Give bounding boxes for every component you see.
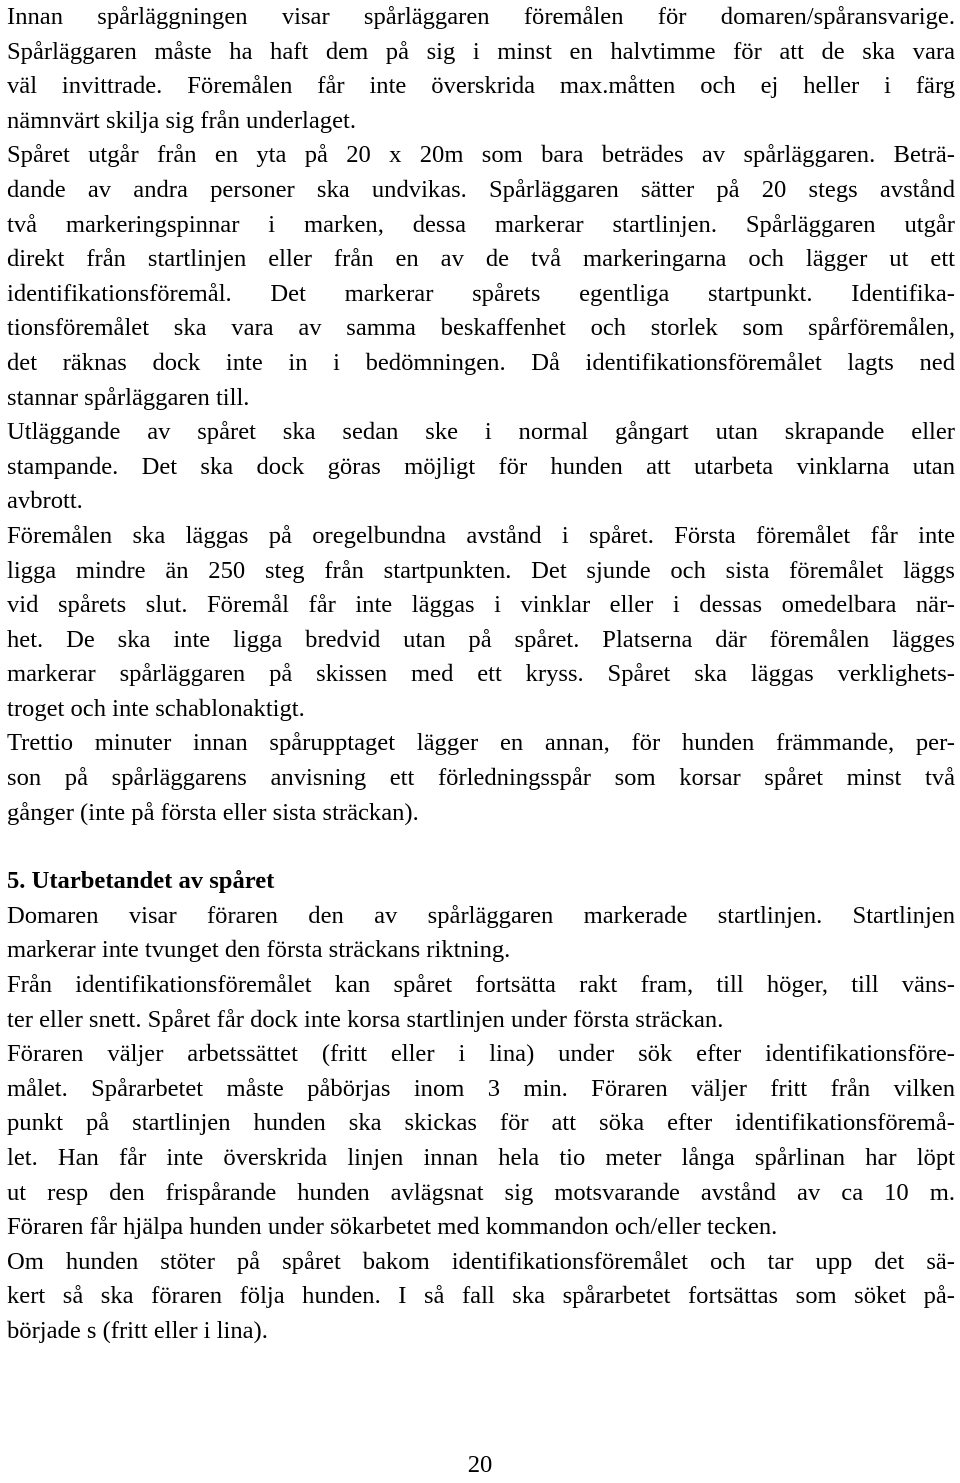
paragraph-track-laying xyxy=(7,415,955,519)
text-line: Utläggande av spåret ska sedan ske i normal gångart utan skrapande eller xyxy=(7,418,955,446)
text-line: het. De ska inte ligga bredvid utan på spåret. Platserna där föremålen lägges xyxy=(7,625,955,653)
text-line: tionsföremålet ska vara av samma beskaffenhet och storlek som spårföremålen, xyxy=(7,314,955,342)
text-line: let. Han får inte överskrida linjen innan hela tio meter långa spårlinan har löpt xyxy=(7,1144,955,1171)
text-line: målet. Spårarbetet måste påbörjas inom 3 min. Föraren väljer fritt från vilken xyxy=(7,1074,955,1102)
text-line: stannar spårläggaren till. xyxy=(7,383,250,411)
text-line: Från identifikationsföremålet kan spåret fortsätta rakt fram, till höger, till väns- xyxy=(7,971,955,999)
text-line: började s (fritt eller i lina). xyxy=(7,1316,268,1344)
paragraph-start-line xyxy=(7,899,955,968)
text-line: avbrott. xyxy=(7,487,83,515)
text-line: ter eller snett. Spåret får dock inte korsa startlinjen under första sträckan. xyxy=(7,1005,724,1033)
text-line: markerar inte tvunget den första sträckans riktning. xyxy=(7,936,511,964)
text-line: kert så ska föraren följa hunden. I så fall ska spårarbetet fortsättas som söket på- xyxy=(7,1282,955,1310)
text-line: Om hunden stöter på spåret bakom identifikationsföremålet och tar upp det sä- xyxy=(7,1247,955,1275)
page-number: 20 xyxy=(467,1451,493,1478)
section-title: Utarbetandet av spåret xyxy=(31,867,275,895)
text-line: Föraren väljer arbetssättet (fritt eller i lina) under sök efter identifikationsföre- xyxy=(7,1040,955,1068)
text-line: väl invittrade. Föremålen får inte överskrida max.måtten och ej heller i färg xyxy=(7,72,955,100)
text-line: son på spårläggarens anvisning ett förledningsspår som korsar spåret minst två xyxy=(7,764,955,792)
text-line: vid spårets slut. Föremål får inte läggas i vinklar eller i dessas omedelbara när- xyxy=(7,591,955,619)
text-line: Föraren får hjälpa hunden under sökarbetet med kommandon och/eller tecken. xyxy=(7,1213,778,1241)
section-number: 5. xyxy=(7,867,26,895)
text-line: Föremålen ska läggas på oregelbundna avstånd i spåret. Första föremålet får inte xyxy=(7,521,955,549)
paragraph-continue-direction xyxy=(7,968,955,1037)
text-line: det räknas dock inte in i bedömningen. Då identifikationsföremålet lagts ned xyxy=(7,348,955,376)
text-line: ligga mindre än 250 steg från startpunkten. Det sjunde och sista föremålet läggs xyxy=(7,556,955,584)
text-line: gånger (inte på första eller sista sträckan). xyxy=(7,798,419,826)
text-line: punkt på startlinjen hunden ska skickas för att söka efter identifikationsföremå- xyxy=(7,1109,955,1137)
text-line: två markeringspinnar i marken, dessa markerar startlinjen. Spårläggaren utgår xyxy=(7,210,955,238)
text-line: identifikationsföremål. Det markerar spårets egentliga startpunkt. Identifika- xyxy=(7,279,955,307)
paragraph-start-area xyxy=(7,138,955,415)
paragraph-decoy-track xyxy=(7,726,955,830)
paragraph-objects-shown xyxy=(7,0,955,138)
section-heading xyxy=(7,864,955,899)
text-line: stampande. Det ska dock göras möjligt för hunden att utarbeta vinklarna utan xyxy=(7,452,955,480)
text-line: markerar spårläggaren på skissen med ett kryss. Spåret ska läggas verklighets- xyxy=(7,660,955,688)
document-page xyxy=(7,0,955,1349)
paragraph-object-placement xyxy=(7,519,955,727)
text-line: troget och inte schablonaktigt. xyxy=(7,694,305,722)
text-line: Innan spårläggningen visar spårläggaren föremålen för domaren/spåransvarige. xyxy=(7,3,955,30)
section-spacer xyxy=(7,830,955,864)
text-line: Trettio minuter innan spårupptaget lägger en annan, för hunden främmande, per- xyxy=(7,729,955,757)
text-line: nämnvärt skilja sig från underlaget. xyxy=(7,106,356,134)
text-line: direkt från startlinjen eller från en av de två markeringarna och lägger ut ett xyxy=(7,245,955,273)
text-line: Spårläggaren måste ha haft dem på sig i minst en halvtimme för att de ska vara xyxy=(7,37,955,65)
text-line: Spåret utgår från en yta på 20 x 20m som bara beträdes av spårläggaren. Beträ- xyxy=(7,141,955,169)
text-line: ut resp den frispårande hunden avlägsnat sig motsvarande avstånd av ca 10 m. xyxy=(7,1178,955,1206)
paragraph-handler-method xyxy=(7,1037,955,1245)
text-line: Domaren visar föraren den av spårläggaren markerade startlinjen. Startlinjen xyxy=(7,901,955,929)
text-line: dande av andra personer ska undvikas. Spårläggaren sätter på 20 stegs avstånd xyxy=(7,175,955,203)
paragraph-dog-behind xyxy=(7,1245,955,1349)
